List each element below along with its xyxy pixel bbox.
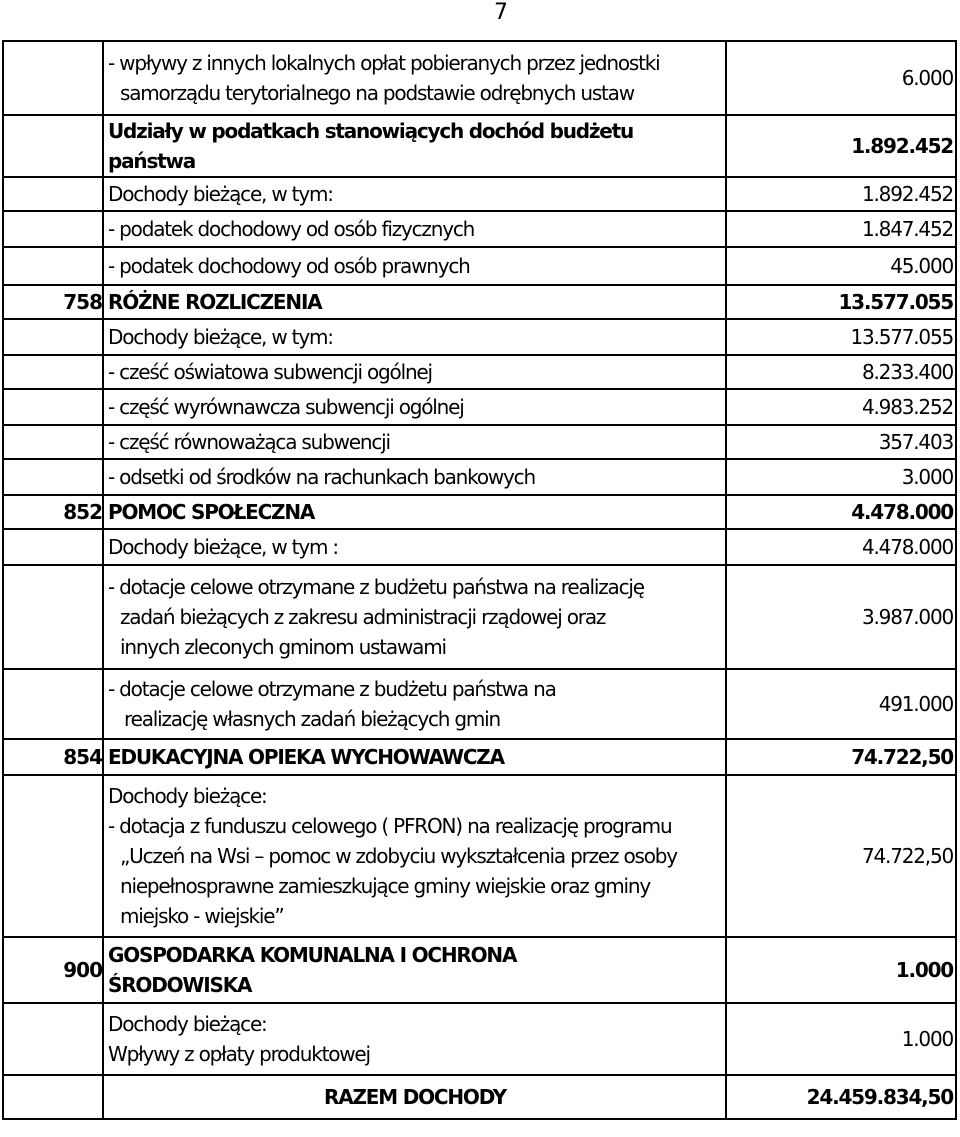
row-line: Dochody bieżące, w tym:	[108, 325, 333, 349]
section-code	[3, 459, 103, 495]
total-code-cell	[3, 1075, 103, 1119]
row-description	[103, 495, 726, 529]
row-description	[103, 285, 726, 319]
row-line: „Uczeń na Wsi – pomoc w zdobyciu wykształcenia przez osoby	[120, 844, 677, 868]
section-code	[3, 177, 103, 211]
table-row	[3, 425, 956, 459]
row-line: - część równoważąca subwencji	[108, 430, 390, 454]
table-row	[3, 529, 956, 565]
row-description	[103, 775, 726, 937]
row-amount: 3.987.000	[726, 565, 956, 669]
row-amount: 491.000	[726, 669, 956, 739]
row-amount: 13.577.055	[726, 319, 956, 355]
section-code	[3, 41, 103, 115]
row-line: Dochody bieżące:	[108, 1012, 267, 1036]
row-description	[103, 459, 726, 495]
section-code	[3, 775, 103, 937]
row-line: - wpływy z innych lokalnych opłat pobieranych przez jednostki	[108, 51, 660, 75]
section-code: 900	[3, 937, 103, 1003]
row-line: niepełnosprawne zamieszkujące gminy wiejskie oraz gminy	[120, 874, 650, 898]
row-line: Dochody bieżące:	[108, 784, 267, 808]
table-row	[3, 739, 956, 775]
table-row	[3, 389, 956, 425]
table-row	[3, 495, 956, 529]
section-code	[3, 211, 103, 247]
row-line: POMOC SPOŁECZNA	[108, 500, 315, 524]
row-line: - cześć oświatowa subwencji ogólnej	[108, 360, 432, 384]
row-line: Dochody bieżące, w tym :	[108, 535, 338, 559]
table-row	[3, 247, 956, 285]
section-code: 852	[3, 495, 103, 529]
row-line: - podatek dochodowy od osób fizycznych	[108, 217, 475, 241]
row-description	[103, 739, 726, 775]
row-line: EDUKACYJNA OPIEKA WYCHOWAWCZA	[108, 745, 504, 769]
table-row	[3, 177, 956, 211]
row-description	[103, 115, 726, 177]
row-description	[103, 177, 726, 211]
row-description	[103, 669, 726, 739]
income-table	[2, 40, 957, 1120]
section-code: 758	[3, 285, 103, 319]
row-amount: 13.577.055	[726, 285, 956, 319]
section-code	[3, 529, 103, 565]
row-line: RÓŻNE ROZLICZENIA	[108, 290, 322, 314]
row-amount: 1.000	[726, 1003, 956, 1075]
table-row	[3, 115, 956, 177]
section-code	[3, 319, 103, 355]
section-code	[3, 247, 103, 285]
section-code	[3, 425, 103, 459]
total-amount: 24.459.834,50	[726, 1075, 956, 1119]
row-description	[103, 319, 726, 355]
row-line: - część wyrównawcza subwencji ogólnej	[108, 395, 464, 419]
row-line: realizację własnych zadań bieżących gmin	[124, 707, 501, 731]
section-code	[3, 115, 103, 177]
row-amount: 1.847.452	[726, 211, 956, 247]
row-description	[103, 1003, 726, 1075]
total-label: RAZEM DOCHODY	[324, 1085, 506, 1109]
row-description	[103, 355, 726, 389]
row-description	[103, 425, 726, 459]
table-row	[3, 355, 956, 389]
row-line: miejsko - wiejskie”	[120, 904, 284, 928]
row-line: ŚRODOWISKA	[108, 973, 252, 997]
table-row	[3, 459, 956, 495]
table-row	[3, 565, 956, 669]
row-description	[103, 389, 726, 425]
row-amount: 4.478.000	[726, 529, 956, 565]
row-amount: 1.000	[726, 937, 956, 1003]
row-line: Udziały w podatkach stanowiących dochód budżetu	[108, 119, 634, 143]
row-line: - dotacja z funduszu celowego ( PFRON) na realizację programu	[108, 814, 672, 838]
table-row	[3, 669, 956, 739]
row-amount: 357.403	[726, 425, 956, 459]
row-line: - dotacje celowe otrzymane z budżetu państwa na realizację	[108, 575, 644, 599]
row-description	[103, 211, 726, 247]
row-description	[103, 565, 726, 669]
row-amount: 4.478.000	[726, 495, 956, 529]
row-line: innych zleconych gminom ustawami	[120, 635, 446, 659]
row-line: - odsetki od środków na rachunkach bankowych	[108, 465, 535, 489]
total-row	[3, 1075, 956, 1119]
page-number: 7	[494, 0, 508, 25]
row-line: państwa	[108, 149, 196, 173]
section-code	[3, 1003, 103, 1075]
row-amount: 6.000	[726, 41, 956, 115]
row-amount: 45.000	[726, 247, 956, 285]
section-code	[3, 669, 103, 739]
table-row	[3, 319, 956, 355]
row-amount: 74.722,50	[726, 739, 956, 775]
table-row	[3, 1003, 956, 1075]
row-line: GOSPODARKA KOMUNALNA I OCHRONA	[108, 943, 517, 967]
row-line: samorządu terytorialnego na podstawie odrębnych ustaw	[120, 81, 634, 105]
table-row	[3, 41, 956, 115]
table-row	[3, 285, 956, 319]
row-description	[103, 937, 726, 1003]
row-line: Dochody bieżące, w tym:	[108, 182, 333, 206]
section-code	[3, 355, 103, 389]
section-code	[3, 565, 103, 669]
section-code	[3, 389, 103, 425]
row-amount: 74.722,50	[726, 775, 956, 937]
row-description	[103, 529, 726, 565]
row-amount: 1.892.452	[726, 115, 956, 177]
row-line: Wpływy z opłaty produktowej	[108, 1042, 370, 1066]
row-amount: 8.233.400	[726, 355, 956, 389]
row-line: - podatek dochodowy od osób prawnych	[108, 254, 470, 278]
row-amount: 3.000	[726, 459, 956, 495]
section-code: 854	[3, 739, 103, 775]
table-row	[3, 211, 956, 247]
row-amount: 1.892.452	[726, 177, 956, 211]
table-row	[3, 937, 956, 1003]
row-line: - dotacje celowe otrzymane z budżetu państwa na	[108, 677, 556, 701]
table-row	[3, 775, 956, 937]
row-amount: 4.983.252	[726, 389, 956, 425]
row-description	[103, 41, 726, 115]
row-line: zadań bieżących z zakresu administracji rządowej oraz	[120, 605, 606, 629]
total-label-cell	[103, 1075, 726, 1119]
row-description	[103, 247, 726, 285]
